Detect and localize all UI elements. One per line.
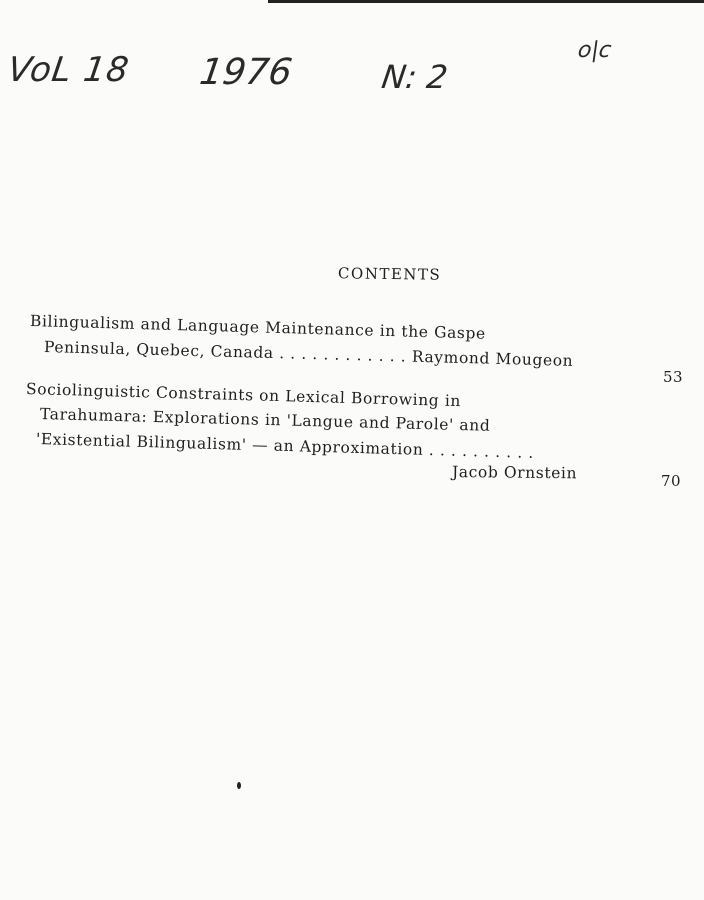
- toc-entry-title-line: Peninsula, Quebec, Canada . . . . . . . . . . . . Raymond Mougeon: [43, 338, 574, 370]
- contents-heading: CONTENTS: [337, 264, 442, 284]
- toc-entry-title-line: 'Existential Bilingualism' — an Approximation . . . . . . . . . .: [35, 430, 535, 462]
- handwritten-number: N: 2: [379, 58, 450, 96]
- handwritten-year: 1976: [197, 52, 295, 93]
- toc-entry-title-line: Bilingualism and Language Maintenance in the Gaspe: [29, 312, 487, 343]
- handwritten-volume: VoL 18: [5, 50, 132, 90]
- handwritten-mark: o|c: [576, 38, 613, 63]
- toc-entry-title-line: Sociolinguistic Constraints on Lexical Borrowing in: [25, 380, 462, 411]
- toc-entry-page-number: 70: [661, 472, 682, 490]
- toc-entry-author: Jacob Ornstein: [451, 463, 578, 483]
- toc-entry-title-line: Tarahumara: Explorations in 'Langue and Parole' and: [39, 405, 491, 435]
- top-edge-line: [268, 0, 704, 3]
- ink-speck: [237, 782, 241, 789]
- toc-entry-page-number: 53: [663, 368, 684, 386]
